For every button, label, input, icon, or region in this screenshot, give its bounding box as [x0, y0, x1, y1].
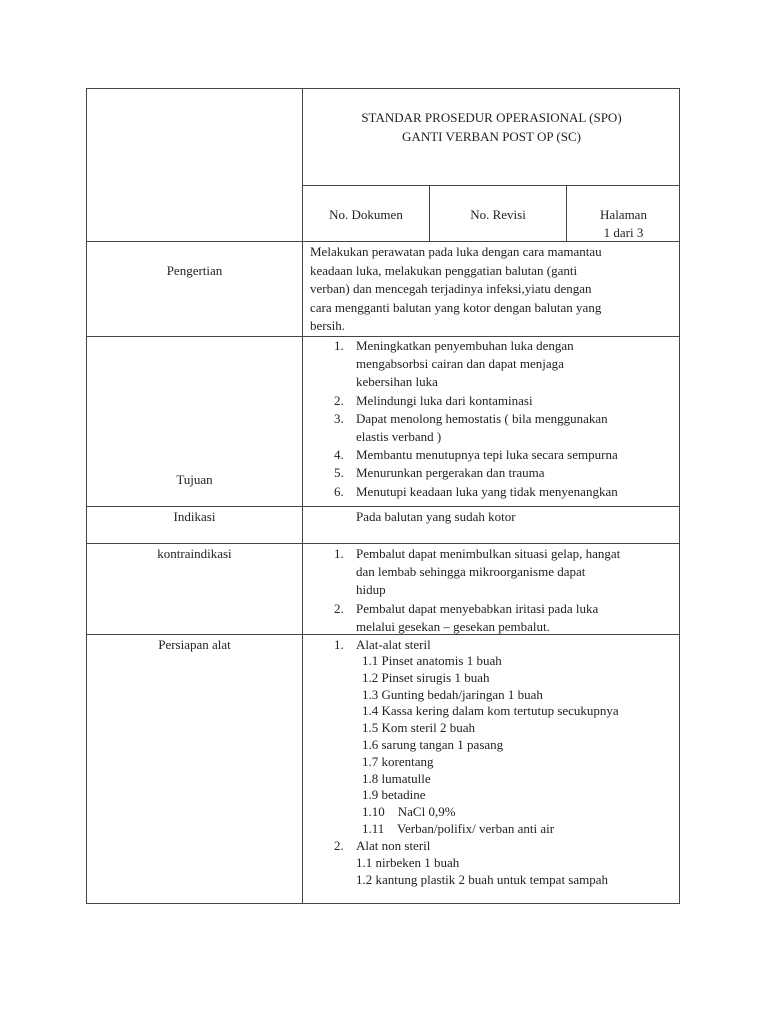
list-item: 1.8 lumatulle [362, 770, 431, 786]
list-item: 1.1 Pinset anatomis 1 buah [362, 653, 502, 668]
list-item: 1. Pembalut dapat menimbulkan situasi gelap, hangat [334, 546, 621, 561]
list-item: 1.11 Verban/polifix/ verban anti air [362, 820, 555, 836]
halaman-label [567, 206, 680, 242]
list-item: 1.6 sarung tangan 1 pasang [362, 736, 504, 752]
list-item: 1.10 NaCl 0,9% [362, 804, 456, 820]
list-item: 1.7 korentang [362, 753, 434, 769]
list-item: 1.2 Pinset sirugis 1 buah [362, 669, 490, 685]
list-item: 1.9 betadine [362, 787, 426, 803]
list-item-cont: melalui gesekan – gesekan pembalut. [356, 618, 550, 634]
row-divider-indikasi [86, 543, 680, 544]
list-item: 3. Dapat menolong hemostatis ( bila menggunakan [334, 410, 608, 426]
tujuan-list [334, 337, 618, 501]
list-item-cont: dan lembab sehingga mikroorganisme dapat [356, 564, 586, 580]
list-item: 1.3 Gunting bedah/jaringan 1 buah [362, 686, 543, 702]
persiapan-label: Persiapan alat [158, 637, 231, 652]
title-line-2: GANTI VERBAN POST OP (SC) [402, 129, 581, 144]
list-item: 2. Pembalut dapat menyebabkan iritasi pada luka [334, 600, 599, 616]
list-item: 5. Menurunkan pergerakan dan trauma [334, 465, 545, 481]
kontraindikasi-list [334, 545, 620, 636]
list-item: 1.1 nirbeken 1 buah [356, 855, 460, 870]
indikasi-text: Pada balutan yang sudah kotor [356, 509, 516, 524]
header-divider [302, 185, 680, 186]
pengertian-line: verban) dan mencegah terjadinya infeksi,yiatu dengan [310, 281, 592, 296]
list-item: 6. Menutupi keadaan luka yang tidak menyenangkan [334, 483, 618, 499]
list-item-cont: hidup [356, 582, 386, 598]
pengertian-text [310, 243, 602, 336]
list-item-cont: mengabsorbsi cairan dan dapat menjaga [356, 356, 564, 372]
indikasi-label: Indikasi [173, 509, 216, 524]
halaman-value: 1 dari 3 [603, 225, 644, 240]
alat-steril-heading: 1. Alat-alat steril [334, 637, 431, 652]
list-item: 2. Melindungi luka dari kontaminasi [334, 392, 533, 408]
list-item: 1.2 kantung plastik 2 buah untuk tempat sampah [356, 872, 609, 887]
halaman-title: Halaman [600, 207, 647, 222]
pengertian-label: Pengertian [166, 263, 223, 278]
list-item-cont: elastis verband ) [356, 429, 442, 445]
no-dokumen-label: No. Dokumen [329, 207, 403, 222]
list-item: 1.5 Kom steril 2 buah [362, 720, 476, 736]
list-item: 1. Meningkatkan penyembuhan luka dengan [334, 338, 574, 353]
no-revisi-label: No. Revisi [470, 207, 526, 222]
alat-non-steril-heading: 2. Alat non steril [334, 838, 431, 853]
tujuan-label: Tujuan [176, 472, 213, 487]
list-item: 4. Membantu menutupnya tepi luka secara sempurna [334, 447, 618, 463]
kontraindikasi-label: kontraindikasi [157, 546, 232, 561]
alat-non-steril-list [356, 854, 608, 888]
pengertian-line: keadaan luka, melakukan penggatian balutan (ganti [310, 262, 578, 278]
pengertian-line: bersih. [310, 318, 346, 333]
row-divider-tujuan [86, 506, 680, 507]
pengertian-line: cara mengganti balutan yang kotor dengan balutan yang [310, 299, 602, 315]
list-item: 1.4 Kassa kering dalam kom tertutup secukupnya [362, 703, 619, 719]
pengertian-line: Melakukan perawatan pada luka dengan cara mamantau [310, 244, 602, 259]
document-title [303, 108, 680, 146]
title-line-1: STANDAR PROSEDUR OPERASIONAL (SPO) [361, 110, 622, 125]
alat-steril-list [362, 653, 619, 838]
list-item-cont: kebersihan luka [356, 374, 438, 390]
